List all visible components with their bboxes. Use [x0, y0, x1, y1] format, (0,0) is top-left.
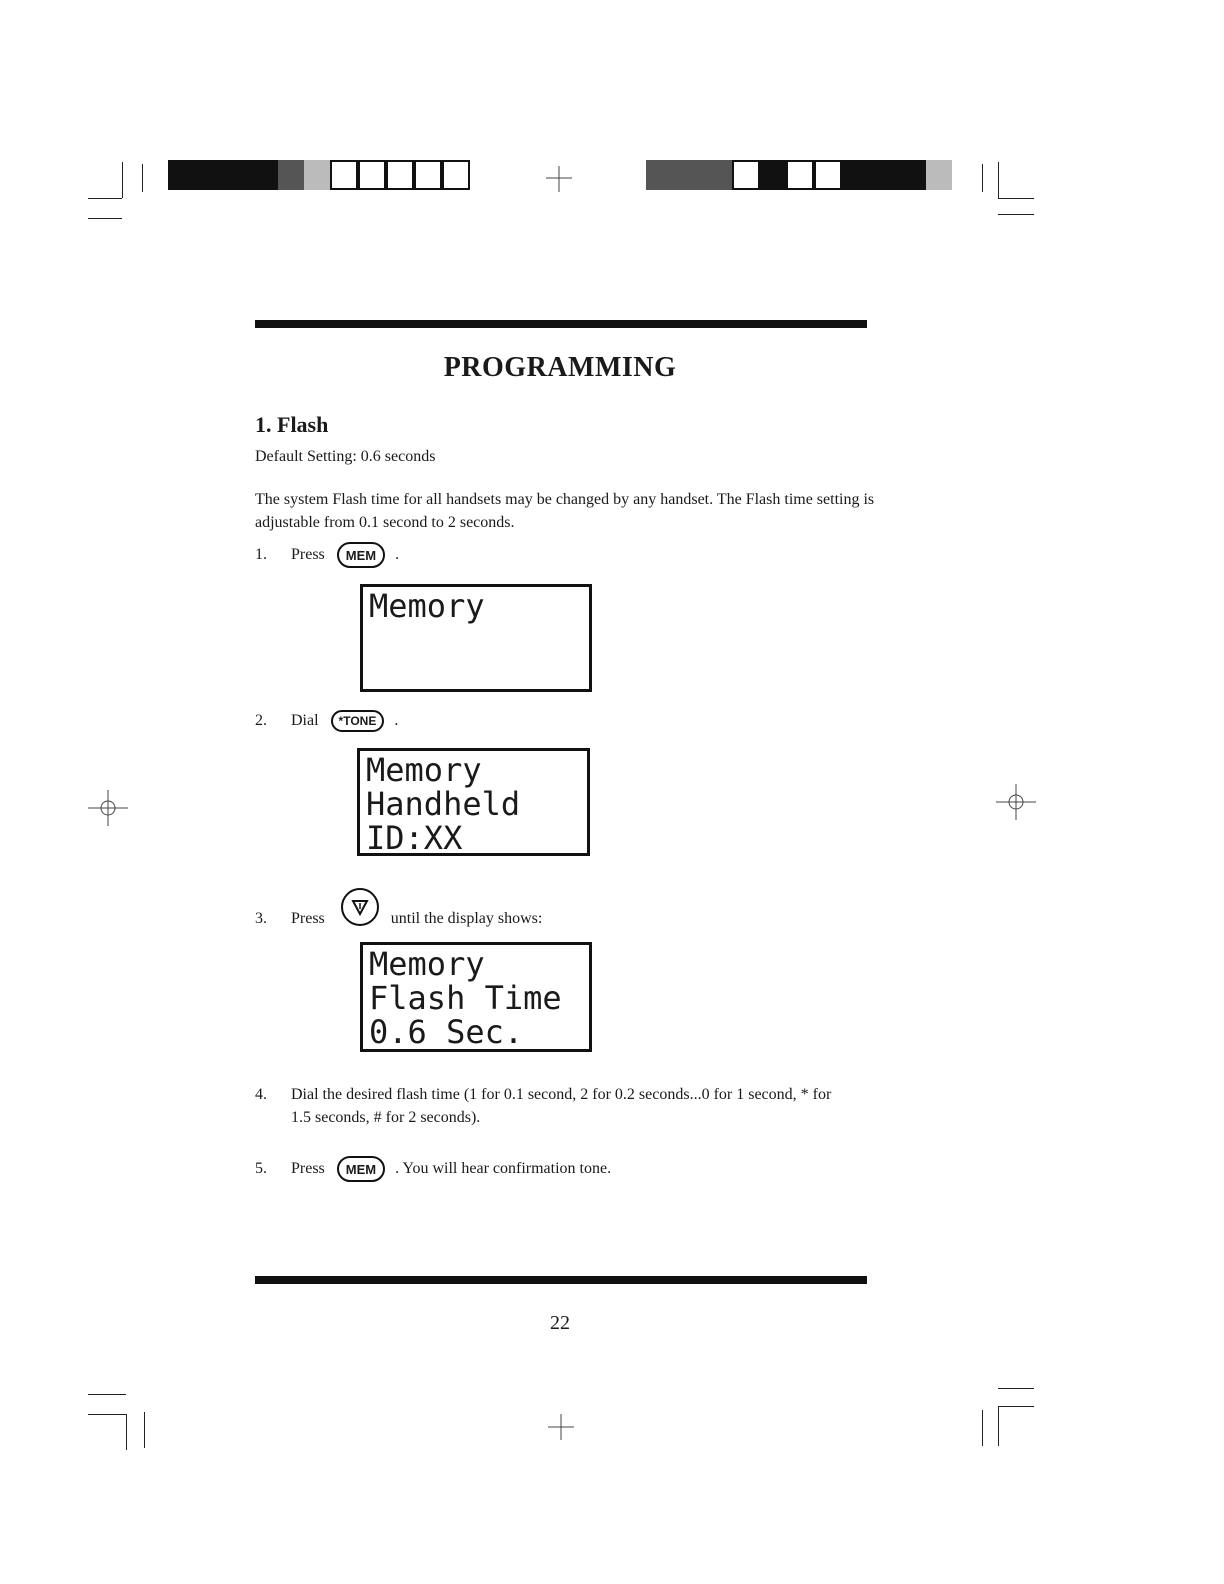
- step-5: [255, 1156, 611, 1182]
- crop-mark: [122, 162, 123, 198]
- default-setting: Default Setting: 0.6 seconds: [255, 448, 436, 465]
- crop-mark: [88, 1414, 126, 1415]
- crop-mark: [998, 198, 1034, 199]
- lcd-line: Memory: [369, 945, 485, 983]
- lcd-line: ID:XX: [366, 819, 463, 856]
- step-number: 2.: [255, 712, 267, 729]
- step-number: 1.: [255, 546, 267, 563]
- footer-rule: [255, 1276, 867, 1284]
- lcd-line: Handheld: [366, 785, 521, 823]
- step-number: 4.: [255, 1086, 267, 1103]
- registration-strip-right: [646, 160, 952, 190]
- step-1: [255, 542, 399, 568]
- crop-mark: [998, 214, 1034, 215]
- registration-strip-left: [168, 160, 470, 190]
- crop-mark: [982, 164, 983, 192]
- registration-cross-icon: [546, 1414, 576, 1440]
- star-tone-key-icon: *TONE: [331, 710, 385, 732]
- step-after: until the display shows:: [390, 910, 543, 927]
- crop-mark: [998, 162, 999, 198]
- step-2: [255, 710, 398, 732]
- crop-mark: [144, 1412, 145, 1448]
- step-text: Dial: [291, 712, 319, 729]
- page-number: 22: [550, 1312, 570, 1334]
- header-rule: [255, 320, 867, 328]
- down-arrow-key-icon: [341, 888, 379, 926]
- crop-mark: [982, 1410, 983, 1446]
- step-3: [255, 900, 542, 938]
- registration-cross-icon: [544, 166, 574, 192]
- crop-mark: [142, 164, 143, 192]
- page-title: PROGRAMMING: [443, 352, 677, 383]
- intro-paragraph: The system Flash time for all handsets may be changed by any handset. The Flash time setting is adjustable from 0.1 second to 2 seconds.: [255, 491, 875, 531]
- crop-mark: [88, 198, 122, 199]
- lcd-line: Flash Time: [369, 979, 562, 1017]
- crop-mark: [998, 1406, 999, 1446]
- lcd-display-2: [357, 748, 590, 856]
- step-text: Dial the desired flash time (1 for 0.1 second, 2 for 0.2 seconds...0 for 1 second, * for 1.5 seconds, # for 2 seconds).: [291, 1086, 832, 1126]
- step-after: .: [394, 712, 399, 729]
- lcd-line: Memory: [369, 587, 485, 625]
- step-4: [255, 1083, 855, 1129]
- step-text: Press: [291, 1160, 325, 1177]
- step-text: Press: [291, 910, 325, 927]
- crop-mark: [998, 1388, 1034, 1389]
- step-number: 5.: [255, 1160, 267, 1177]
- lcd-line: Memory: [366, 751, 482, 789]
- crop-mark: [126, 1414, 127, 1450]
- step-after: .: [395, 546, 400, 563]
- lcd-line: 0.6 Sec.: [369, 1013, 524, 1051]
- registration-target-icon: [88, 790, 128, 826]
- mem-key-icon: MEM: [337, 542, 385, 568]
- step-text: Press: [291, 546, 325, 563]
- crop-mark: [998, 1406, 1034, 1407]
- mem-key-icon: MEM: [337, 1156, 385, 1182]
- crop-mark: [88, 1394, 126, 1395]
- lcd-display-3: [360, 942, 592, 1052]
- section-title: 1. Flash: [255, 412, 329, 437]
- lcd-display-1: [360, 584, 592, 692]
- step-number: 3.: [255, 910, 267, 927]
- step-after: . You will hear confirmation tone.: [395, 1160, 612, 1177]
- crop-mark: [88, 218, 122, 219]
- registration-target-icon: [996, 784, 1036, 820]
